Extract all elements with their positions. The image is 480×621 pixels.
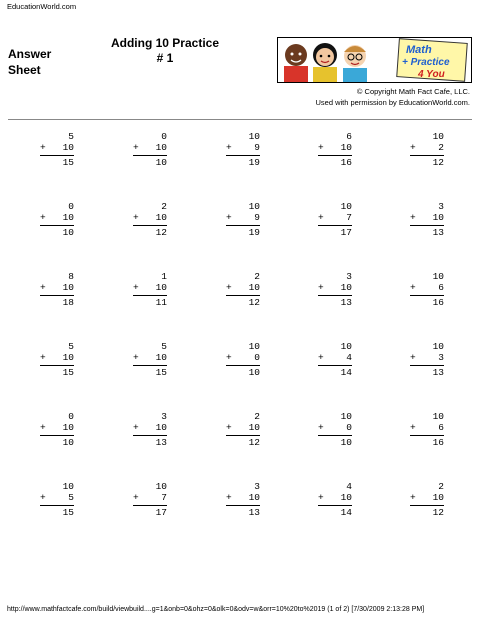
problem-answer: 13	[248, 507, 260, 518]
problem-top: 2	[254, 411, 260, 422]
problem-bottom: 10	[62, 212, 74, 223]
problem-answer: 10	[155, 157, 167, 168]
problem-operator: +	[410, 492, 416, 503]
sum-line	[133, 225, 167, 226]
page-footer-url: http://www.mathfactcafe.com/build/viewbuild....g=1&onb=0&ohz=0&olk=0&odv=w&orr=10%20to%2019 (1 of 2) [7/30/2009 2:13:28 PM]	[7, 606, 425, 613]
problem-top: 2	[254, 271, 260, 282]
problem-operator: +	[318, 352, 324, 363]
problem-bottom: 2	[438, 142, 444, 153]
addition-problem	[40, 411, 74, 448]
sum-line	[410, 505, 444, 506]
problem-answer: 14	[340, 507, 352, 518]
problem-bottom: 10	[155, 422, 167, 433]
sum-line	[226, 155, 260, 156]
problem-operator: +	[40, 352, 46, 363]
sum-line	[40, 155, 74, 156]
problem-operator: +	[133, 212, 139, 223]
svg-text:4 You: 4 You	[418, 69, 445, 80]
problem-operator: +	[40, 282, 46, 293]
sum-line	[133, 365, 167, 366]
sum-line	[133, 155, 167, 156]
sum-line	[410, 435, 444, 436]
problem-top: 10	[248, 341, 260, 352]
problem-answer: 17	[340, 227, 352, 238]
problem-operator: +	[318, 492, 324, 503]
problem-bottom: 7	[161, 492, 167, 503]
addition-problem	[133, 341, 167, 378]
problem-answer: 18	[62, 297, 74, 308]
sum-line	[410, 155, 444, 156]
problem-top: 10	[62, 481, 74, 492]
problem-bottom: 3	[438, 352, 444, 363]
addition-problem	[226, 131, 260, 168]
problem-operator: +	[40, 212, 46, 223]
problem-operator: +	[226, 282, 232, 293]
problem-top: 10	[432, 131, 444, 142]
sum-line	[318, 225, 352, 226]
sum-line	[133, 295, 167, 296]
addition-problem	[40, 341, 74, 378]
answer-label-line-1: Answer	[8, 47, 52, 61]
problem-top: 10	[248, 131, 260, 142]
copyright-line-1: © Copyright Math Fact Cafe, LLC.	[356, 87, 470, 96]
problem-bottom: 6	[438, 422, 444, 433]
addition-problem	[40, 271, 74, 308]
problem-bottom: 9	[254, 142, 260, 153]
sum-line	[226, 295, 260, 296]
problem-bottom: 4	[346, 352, 352, 363]
problem-answer: 19	[248, 157, 260, 168]
addition-problem	[318, 411, 352, 448]
problem-answer: 13	[340, 297, 352, 308]
problem-operator: +	[410, 212, 416, 223]
problem-top: 6	[346, 131, 352, 142]
problem-bottom: 10	[155, 142, 167, 153]
problem-bottom: 10	[340, 282, 352, 293]
svg-text:+ Practice: + Practice	[402, 57, 450, 68]
sum-line	[318, 365, 352, 366]
problem-operator: +	[226, 352, 232, 363]
problem-operator: +	[40, 142, 46, 153]
problem-bottom: 10	[155, 352, 167, 363]
problem-bottom: 10	[248, 282, 260, 293]
problem-top: 0	[68, 411, 74, 422]
problem-top: 10	[155, 481, 167, 492]
problem-bottom: 10	[155, 212, 167, 223]
problem-bottom: 10	[155, 282, 167, 293]
addition-problem	[226, 271, 260, 308]
addition-problem	[318, 201, 352, 238]
addition-problem	[40, 201, 74, 238]
problem-top: 3	[254, 481, 260, 492]
addition-problem	[40, 481, 74, 518]
copyright-notice	[315, 86, 470, 108]
problem-bottom: 10	[62, 142, 74, 153]
problem-operator: +	[226, 142, 232, 153]
problem-top: 4	[346, 481, 352, 492]
problem-top: 5	[68, 131, 74, 142]
problem-operator: +	[318, 282, 324, 293]
problem-answer: 14	[340, 367, 352, 378]
problem-bottom: 0	[254, 352, 260, 363]
problem-bottom: 10	[432, 212, 444, 223]
title-line-2: # 1	[156, 51, 174, 65]
addition-problem	[318, 271, 352, 308]
header-divider	[8, 119, 472, 120]
problem-answer: 12	[248, 437, 260, 448]
sum-line	[40, 365, 74, 366]
sum-line	[410, 295, 444, 296]
problem-bottom: 5	[68, 492, 74, 503]
problem-top: 3	[438, 201, 444, 212]
problem-operator: +	[226, 212, 232, 223]
problem-answer: 12	[432, 157, 444, 168]
addition-problem	[133, 271, 167, 308]
problem-top: 2	[161, 201, 167, 212]
math-practice-logo	[277, 37, 472, 83]
sum-line	[410, 225, 444, 226]
addition-problem	[226, 481, 260, 518]
kid-face-icon	[285, 44, 307, 66]
problem-operator: +	[133, 282, 139, 293]
problem-top: 8	[68, 271, 74, 282]
problem-operator: +	[410, 422, 416, 433]
problem-answer: 16	[340, 157, 352, 168]
problem-top: 3	[161, 411, 167, 422]
addition-problem	[318, 341, 352, 378]
sum-line	[133, 505, 167, 506]
problem-answer: 15	[155, 367, 167, 378]
addition-problem	[318, 131, 352, 168]
problem-answer: 15	[62, 157, 74, 168]
sum-line	[226, 225, 260, 226]
problem-answer: 16	[432, 437, 444, 448]
problem-operator: +	[133, 352, 139, 363]
problem-bottom: 10	[432, 492, 444, 503]
answer-sheet-label	[8, 46, 51, 78]
problem-top: 3	[346, 271, 352, 282]
problem-answer: 13	[432, 367, 444, 378]
problem-bottom: 10	[248, 492, 260, 503]
problem-top: 0	[68, 201, 74, 212]
sum-line	[226, 435, 260, 436]
problem-answer: 12	[248, 297, 260, 308]
addition-problem	[410, 481, 444, 518]
sum-line	[133, 435, 167, 436]
title-line-1: Adding 10 Practice	[110, 36, 220, 50]
problem-answer: 13	[155, 437, 167, 448]
problem-bottom: 6	[438, 282, 444, 293]
problem-top: 10	[248, 201, 260, 212]
sum-line	[40, 295, 74, 296]
problem-operator: +	[318, 142, 324, 153]
addition-problem	[133, 481, 167, 518]
problem-bottom: 10	[62, 352, 74, 363]
problem-answer: 12	[432, 507, 444, 518]
addition-problem	[410, 131, 444, 168]
problem-answer: 10	[340, 437, 352, 448]
kids-logo-illustration	[278, 38, 471, 82]
problem-operator: +	[410, 282, 416, 293]
problem-operator: +	[410, 142, 416, 153]
problem-answer: 15	[62, 367, 74, 378]
problem-bottom: 10	[62, 422, 74, 433]
problem-top: 10	[340, 341, 352, 352]
addition-problem	[410, 271, 444, 308]
addition-problem	[318, 481, 352, 518]
problem-operator: +	[133, 422, 139, 433]
problem-answer: 12	[155, 227, 167, 238]
problem-operator: +	[40, 422, 46, 433]
addition-problem	[226, 341, 260, 378]
problem-operator: +	[410, 352, 416, 363]
problem-bottom: 10	[340, 492, 352, 503]
problem-operator: +	[226, 492, 232, 503]
problem-top: 5	[161, 341, 167, 352]
sum-line	[410, 365, 444, 366]
problem-bottom: 10	[340, 142, 352, 153]
problem-bottom: 9	[254, 212, 260, 223]
problem-bottom: 0	[346, 422, 352, 433]
addition-problem	[133, 411, 167, 448]
sum-line	[40, 225, 74, 226]
sum-line	[226, 365, 260, 366]
problem-answer: 11	[155, 297, 167, 308]
problem-answer: 17	[155, 507, 167, 518]
problem-operator: +	[318, 212, 324, 223]
addition-problem	[410, 341, 444, 378]
problem-bottom: 10	[248, 422, 260, 433]
sum-line	[40, 435, 74, 436]
problem-operator: +	[133, 142, 139, 153]
problem-answer: 15	[62, 507, 74, 518]
problem-operator: +	[226, 422, 232, 433]
problem-answer: 10	[248, 367, 260, 378]
copyright-line-2: Used with permission by EducationWorld.com.	[315, 98, 470, 107]
problem-top: 0	[161, 131, 167, 142]
page-title	[100, 36, 230, 66]
addition-problem	[410, 411, 444, 448]
problem-answer: 16	[432, 297, 444, 308]
svg-text:Math: Math	[406, 44, 432, 56]
addition-problem	[40, 131, 74, 168]
addition-problem	[226, 201, 260, 238]
problem-top: 5	[68, 341, 74, 352]
sum-line	[226, 505, 260, 506]
problem-answer: 10	[62, 227, 74, 238]
problem-top: 10	[340, 201, 352, 212]
problem-top: 10	[432, 341, 444, 352]
problem-top: 2	[438, 481, 444, 492]
sum-line	[318, 505, 352, 506]
problem-top: 1	[161, 271, 167, 282]
sum-line	[40, 505, 74, 506]
addition-problem	[133, 131, 167, 168]
problem-top: 10	[432, 411, 444, 422]
addition-problem	[410, 201, 444, 238]
problem-top: 10	[432, 271, 444, 282]
problem-answer: 13	[432, 227, 444, 238]
problem-bottom: 7	[346, 212, 352, 223]
problem-top: 10	[340, 411, 352, 422]
problem-operator: +	[40, 492, 46, 503]
site-name: EducationWorld.com	[7, 2, 77, 11]
addition-problem	[226, 411, 260, 448]
answer-label-line-2: Sheet	[8, 63, 41, 77]
problem-operator: +	[133, 492, 139, 503]
problem-bottom: 10	[62, 282, 74, 293]
sum-line	[318, 435, 352, 436]
problem-answer: 19	[248, 227, 260, 238]
sum-line	[318, 295, 352, 296]
problem-operator: +	[318, 422, 324, 433]
sum-line	[318, 155, 352, 156]
addition-problem	[133, 201, 167, 238]
problem-answer: 10	[62, 437, 74, 448]
